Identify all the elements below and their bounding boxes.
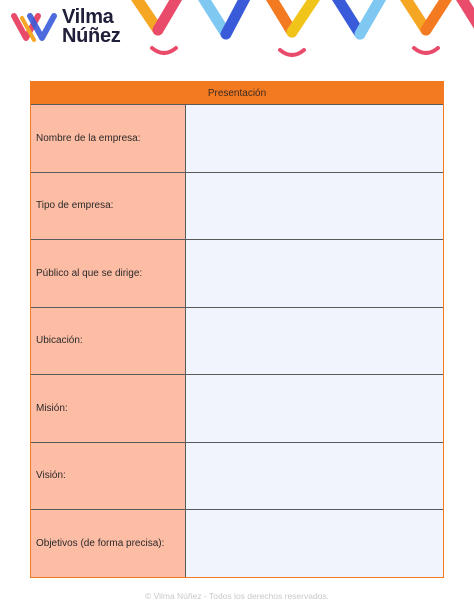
row-label-objetivos: Objetivos (de forma precisa): xyxy=(31,510,186,577)
table-row xyxy=(31,307,443,375)
brand-name xyxy=(62,8,121,46)
logo-v-icon xyxy=(10,10,58,44)
row-label-ubicacion: Ubicación: xyxy=(31,308,186,375)
header xyxy=(0,0,474,70)
row-value-ubicacion[interactable] xyxy=(186,308,443,375)
presentation-table xyxy=(30,81,444,578)
row-value-tipo[interactable] xyxy=(186,173,443,240)
row-label-tipo: Tipo de empresa: xyxy=(31,173,186,240)
row-value-vision[interactable] xyxy=(186,443,443,510)
table-row xyxy=(31,104,443,172)
row-label-vision: Visión: xyxy=(31,443,186,510)
row-label-publico: Público al que se dirige: xyxy=(31,240,186,307)
table-row xyxy=(31,374,443,442)
decorative-stripes xyxy=(130,0,474,70)
table-title: Presentación xyxy=(31,82,443,104)
table-row xyxy=(31,172,443,240)
brand-name-line2: Núñez xyxy=(62,25,121,47)
row-value-objetivos[interactable] xyxy=(186,510,443,577)
row-value-mision[interactable] xyxy=(186,375,443,442)
row-value-publico[interactable] xyxy=(186,240,443,307)
brand-name-line1: Vilma xyxy=(62,6,114,28)
table-row xyxy=(31,509,443,577)
row-label-mision: Misión: xyxy=(31,375,186,442)
row-value-nombre[interactable] xyxy=(186,105,443,172)
table-row xyxy=(31,239,443,307)
brand-logo[interactable] xyxy=(10,6,130,50)
row-label-nombre: Nombre de la empresa: xyxy=(31,105,186,172)
footer-copyright: © Vilma Núñez - Todos los derechos reservados. xyxy=(144,591,330,601)
table-row xyxy=(31,442,443,510)
